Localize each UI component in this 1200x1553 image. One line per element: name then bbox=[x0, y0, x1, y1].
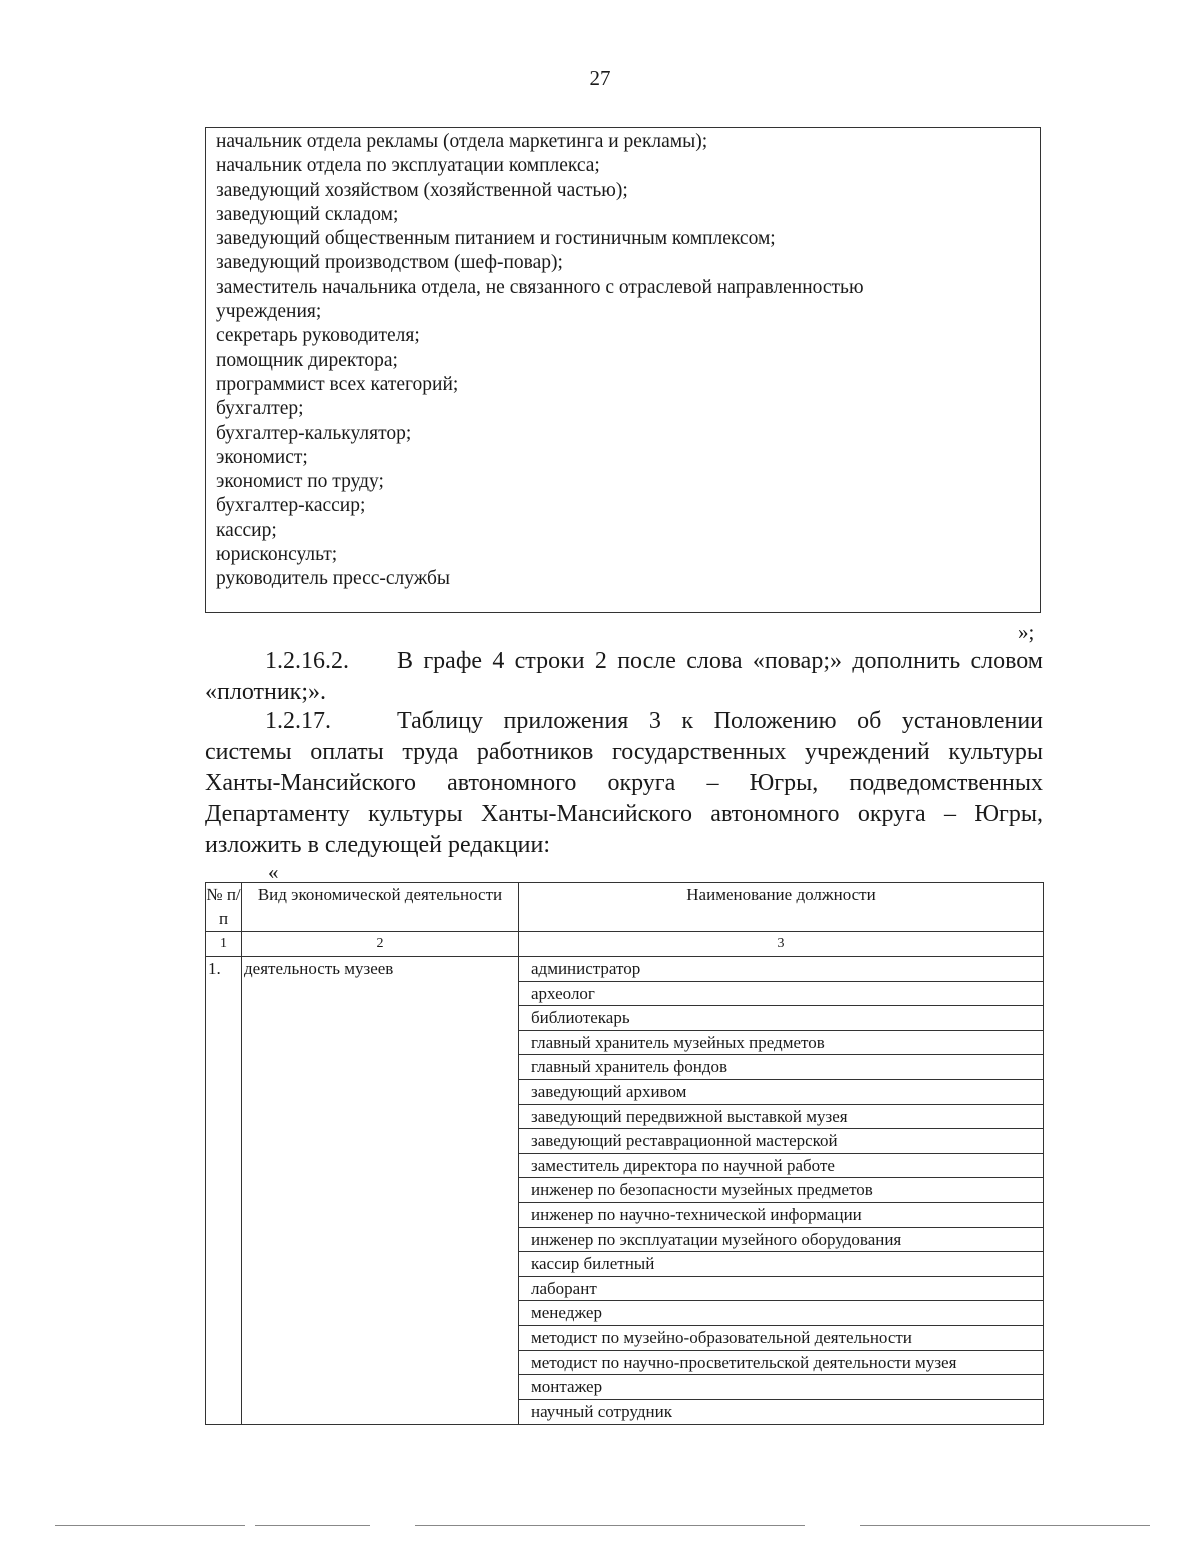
position-line: кассир; bbox=[216, 519, 277, 541]
position-item: заведующий передвижной выставкой музея bbox=[519, 1105, 1043, 1130]
position-line: заведующий хозяйством (хозяйственной частью); bbox=[216, 179, 628, 201]
position-item: инженер по эксплуатации музейного оборудования bbox=[519, 1228, 1043, 1253]
row-activity: деятельность музеев bbox=[242, 957, 519, 1425]
position-line: секретарь руководителя; bbox=[216, 325, 420, 347]
position-line: бухгалтер-кассир; bbox=[216, 495, 366, 517]
position-item: администратор bbox=[519, 957, 1043, 982]
position-line: юрисконсульт; bbox=[216, 544, 338, 566]
footer-rule bbox=[55, 1525, 245, 1526]
row-number: 1. bbox=[206, 957, 242, 1425]
closing-quote: »; bbox=[1018, 620, 1035, 644]
position-item: лаборант bbox=[519, 1277, 1043, 1302]
column-number: 2 bbox=[242, 932, 519, 957]
position-line: начальник отдела рекламы (отдела маркетинга и рекламы); bbox=[216, 131, 708, 152]
position-item: заведующий реставрационной мастерской bbox=[519, 1129, 1043, 1154]
page-number: 27 bbox=[589, 66, 611, 90]
opening-quote: « bbox=[268, 860, 279, 884]
position-line: руководитель пресс-службы bbox=[216, 568, 451, 590]
positions-table bbox=[205, 882, 1044, 1425]
paragraph-text: Таблицу приложения 3 к Положению об установлении системы оплаты труда работников государственных учреждений культуры Ханты-Мансийского автономного округа – Югры, подведомственных Департаменту культуры Ханты-Мансийского автономного округа – Югры, изложить в следующей редакции: bbox=[205, 708, 1043, 858]
position-line: бухгалтер; bbox=[216, 398, 304, 420]
paragraph-1-2-16-2 bbox=[205, 646, 1043, 708]
column-number: 3 bbox=[519, 932, 1044, 957]
position-line: учреждения; bbox=[216, 301, 322, 323]
column-number-row bbox=[206, 932, 1044, 957]
footer-rule bbox=[255, 1525, 370, 1526]
position-line: помощник директора; bbox=[216, 349, 398, 371]
position-line: экономист; bbox=[216, 446, 308, 468]
position-line: начальник отдела по эксплуатации комплекса; bbox=[216, 155, 600, 177]
footer-rule bbox=[415, 1525, 805, 1526]
header-position: Наименование должности bbox=[519, 883, 1044, 932]
position-item: методист по музейно-образовательной деятельности bbox=[519, 1326, 1043, 1351]
position-item: заведующий архивом bbox=[519, 1080, 1043, 1105]
position-item: кассир билетный bbox=[519, 1252, 1043, 1277]
paragraph-text: В графе 4 строки 2 после слова «повар;» дополнить словом «плотник;». bbox=[205, 648, 1043, 705]
paragraph-1-2-17 bbox=[205, 706, 1043, 861]
position-line: бухгалтер-калькулятор; bbox=[216, 422, 412, 444]
position-line: заведующий складом; bbox=[216, 203, 399, 225]
paragraph-number: 1.2.17. bbox=[265, 708, 331, 734]
header-num: № п/п bbox=[206, 883, 242, 932]
position-line: заведующий общественным питанием и гостиничным комплексом; bbox=[216, 228, 776, 250]
position-item: главный хранитель фондов bbox=[519, 1055, 1043, 1080]
table-header-row bbox=[206, 883, 1044, 932]
paragraph-number: 1.2.16.2. bbox=[265, 648, 349, 674]
header-activity: Вид экономической деятельности bbox=[242, 883, 519, 932]
position-list-box bbox=[205, 127, 1041, 613]
position-item: заместитель директора по научной работе bbox=[519, 1154, 1043, 1179]
footer-rule bbox=[860, 1525, 1150, 1526]
position-line: заместитель начальника отдела, не связанного с отраслевой направленностью bbox=[216, 276, 864, 298]
position-item: монтажер bbox=[519, 1375, 1043, 1400]
position-item: инженер по научно-технической информации bbox=[519, 1203, 1043, 1228]
position-item: менеджер bbox=[519, 1301, 1043, 1326]
position-line: экономист по труду; bbox=[216, 471, 384, 493]
position-list bbox=[519, 957, 1043, 1424]
position-item: главный хранитель музейных предметов bbox=[519, 1031, 1043, 1056]
position-item: инженер по безопасности музейных предметов bbox=[519, 1178, 1043, 1203]
row-positions bbox=[519, 957, 1044, 1425]
position-line: заведующий производством (шеф-повар); bbox=[216, 252, 563, 274]
position-item: археолог bbox=[519, 982, 1043, 1007]
table-row bbox=[206, 957, 1044, 1425]
position-item: библиотекарь bbox=[519, 1006, 1043, 1031]
position-line: программист всех категорий; bbox=[216, 373, 459, 395]
column-number: 1 bbox=[206, 932, 242, 957]
position-item: методист по научно-просветительской деятельности музея bbox=[519, 1351, 1043, 1376]
position-item: научный сотрудник bbox=[531, 1401, 672, 1421]
